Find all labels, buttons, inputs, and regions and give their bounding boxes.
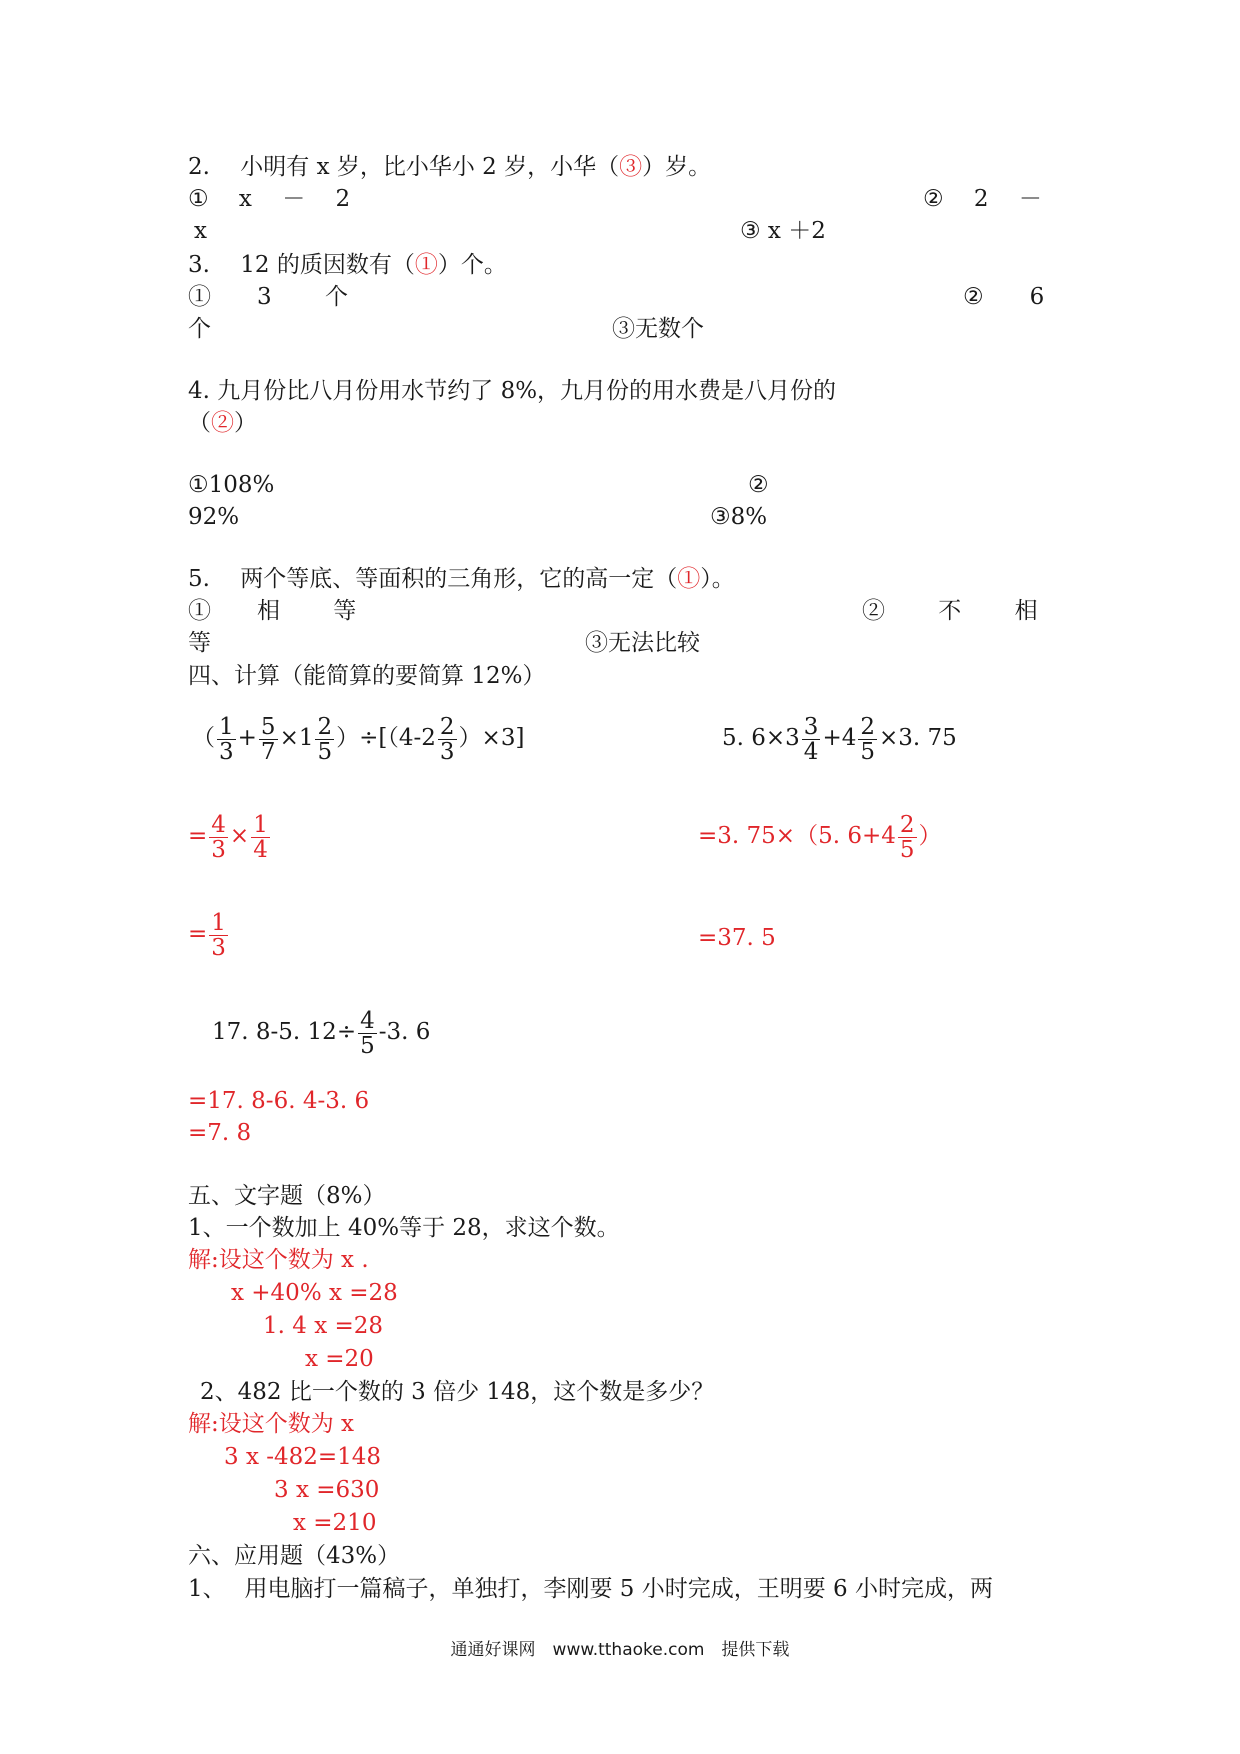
page-footer: 通通好课网 www.tthaoke.com 提供下载 [450,1640,790,1660]
q5-option-2-cont: 等 [188,630,211,656]
calc-expression-2: 5. 6×3 $\frac{3}{4}$ +4 $\frac{2}{5}$ ×3. 75 [722,713,957,765]
q4-option-2: ② [748,472,769,498]
q2-stem: 2. 小明有 x 岁，比小华小 2 岁，小华（③）岁。 [188,154,712,180]
q4-option-3: ③8% [710,504,768,530]
calc-answer-2-step-2: =37. 5 [698,925,776,951]
q2-option-3: ③ x ＋2 [740,218,826,244]
sec5-p2-solution-2: 3 x -482=148 [224,1444,382,1470]
q4-answer: ② [211,410,234,436]
calc-answer-3-step-1: =17. 8-6. 4-3. 6 [188,1088,370,1114]
section-5-title: 五、文字题（8%） [188,1183,386,1209]
sec6-problem-1: 1、 用电脑打一篇稿子，单独打，李刚要 5 小时完成，王明要 6 小时完成，两 [188,1576,993,1602]
q4-option-2-cont: 92% [188,504,240,530]
sec5-p2-solution-1: 解:设这个数为 x [188,1411,355,1437]
q5-answer: ① [677,566,701,592]
q2-option-1: ① x － 2 [188,186,351,212]
q5-option-3: ③无法比较 [585,630,700,656]
q3-option-2: ② 6 [963,284,1045,310]
q3-answer: ① [414,252,438,278]
q2-answer: ③ [619,154,643,180]
sec5-p2-solution-3: 3 x =630 [274,1477,380,1503]
sec5-problem-1: 1、一个数加上 40%等于 28，求这个数。 [188,1215,620,1241]
q5-option-2: ② 不 相 [862,598,1038,624]
section-6-title: 六、应用题（43%） [188,1543,401,1569]
q2-option-2-cont: x [194,218,207,244]
q2-option-2: ② 2 － [923,186,1042,212]
calc-answer-1-step-1: = $\frac{4}{3}$ × $\frac{1}{4}$ [188,811,268,863]
q5-stem: 5. 两个等底、等面积的三角形，它的高一定（①）。 [188,566,735,592]
q3-option-2-cont: 个 [188,316,211,342]
section-4-title: 四、计算（能简算的要简算 12%） [188,663,546,689]
q3-option-3: ③无数个 [612,316,704,342]
sec5-problem-2: 2、482 比一个数的 3 倍少 148，这个数是多少？ [200,1379,715,1405]
q4-answer-line: （②） [188,410,257,436]
calc-expression-1: （ $\frac{1}{3}$ + $\frac{5}{7}$ ×1 $\frac{2}{5}$ ）÷[（4-2 $\frac{2}{3}$ ）×3] [192,713,525,765]
sec5-p1-solution-4: x =20 [305,1346,374,1372]
q3-option-1: ① 3 个 [188,284,348,310]
sec5-p1-solution-3: 1. 4 x =28 [263,1313,384,1339]
q3-stem: 3. 12 的质因数有（①）个。 [188,252,507,278]
calc-answer-3-step-2: =7. 8 [188,1120,252,1146]
q5-option-1: ① 相 等 [188,598,357,624]
sec5-p1-solution-1: 解:设这个数为 x . [188,1247,369,1273]
sec5-p1-solution-2: x +40% x =28 [231,1280,398,1306]
calc-expression-3: 17. 8-5. 12÷ $\frac{4}{5}$ -3. 6 [212,1007,431,1059]
q4-option-1: ①108% [188,472,275,498]
sec5-p2-solution-4: x =210 [293,1510,377,1536]
calc-answer-1-step-2: = $\frac{1}{3}$ [188,909,226,961]
calc-answer-2-step-1: =3. 75×（5. 6+4 $\frac{2}{5}$ ） [698,811,942,863]
q4-stem: 4. 九月份比八月份用水节约了 8%，九月份的用水费是八月份的 [188,378,837,404]
